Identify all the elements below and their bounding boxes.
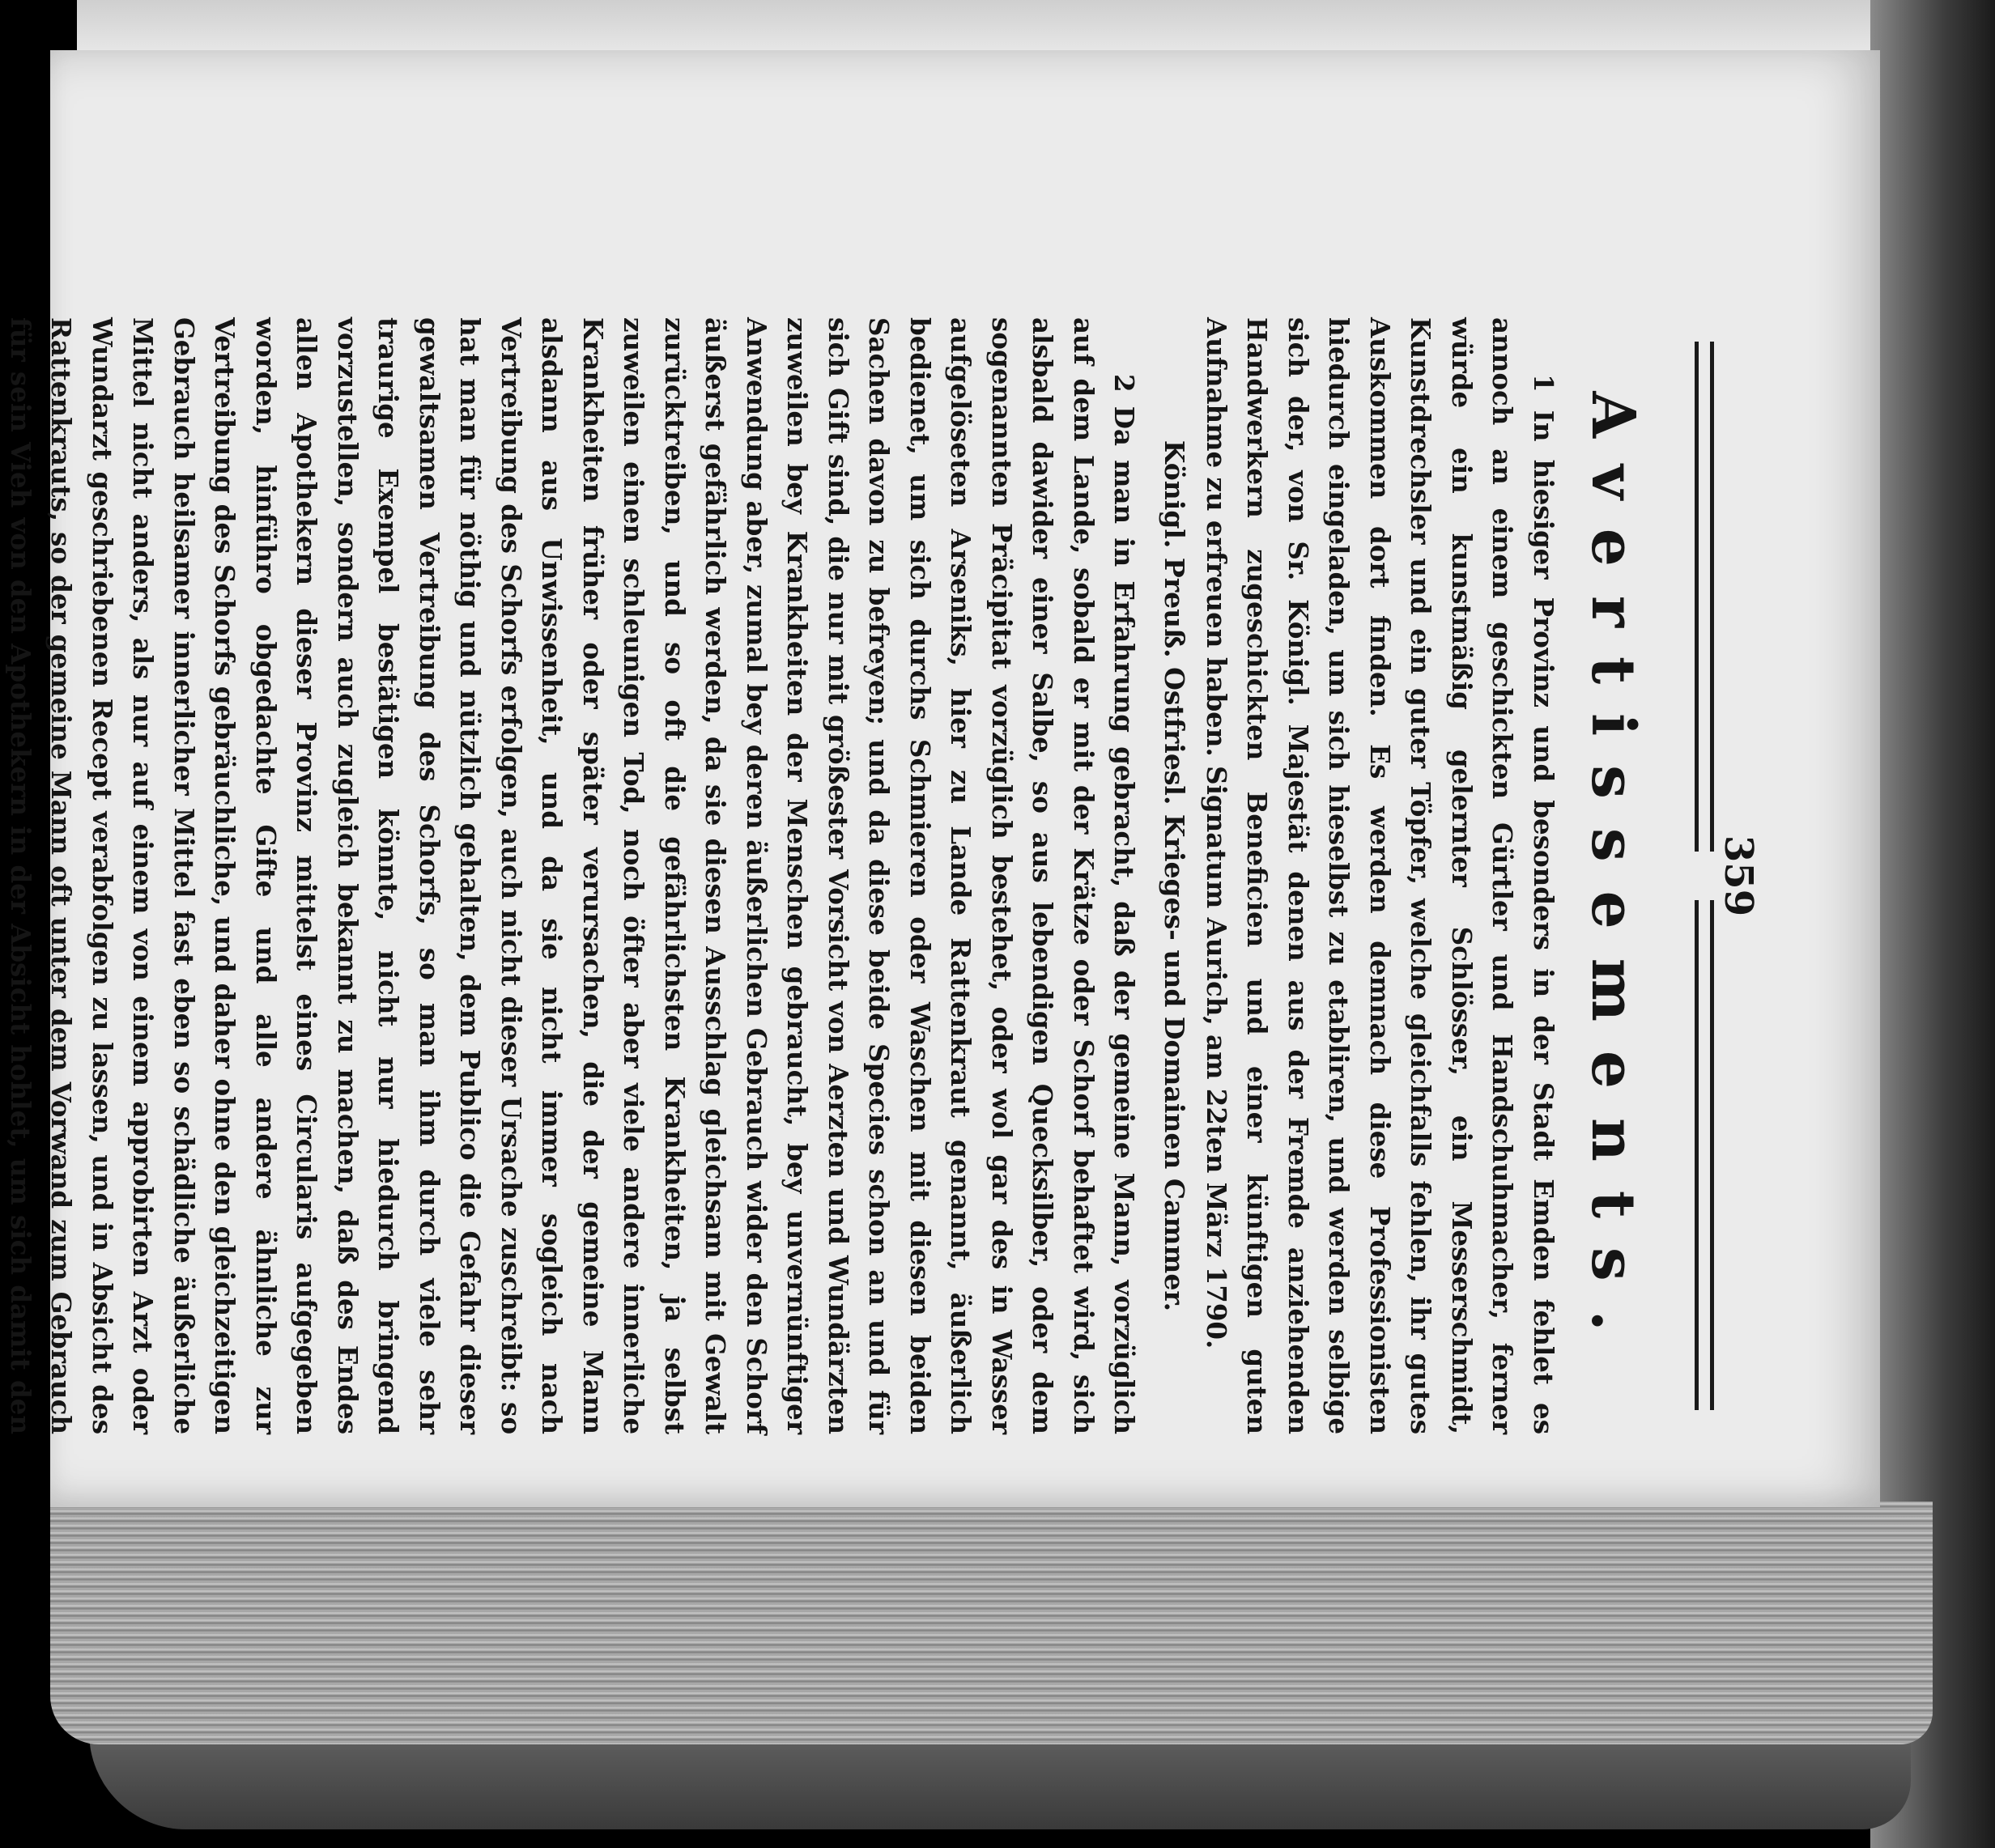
right-rule bbox=[1695, 900, 1714, 1410]
left-rule bbox=[1695, 342, 1714, 852]
signature: Königl. Preuß. Ostfriesl. Krieges- und Domainen Cammer. bbox=[1159, 440, 1191, 1312]
top-page-edge bbox=[77, 0, 1911, 57]
page-stack-edge bbox=[50, 1502, 1933, 1744]
page-number: 359 bbox=[1716, 819, 1761, 932]
paragraph-2: 2 Da man in Erfahrung gebracht, daß der gemeine Mann, vorzüglich auf dem Lande, sobald er mit der Krätze oder Schorf behaftet wird, sich alsbald dawider einer Salbe, so aus lebendigen Quecksilber, oder dem sogenannten Präcipitat vorzüglich bestehet, oder wol gar des in Wasser aufgelöseten Arseniks, hier zu Lande Rattenkraut genannt, äußerlich bedienet, um sich durchs Schmieren oder Waschen mit diesen beiden Sachen davon zu befreyen; und da diese beide Species schon an und für sich Gift sind, die nur mit größester Vorsicht von Aerzten und Wundärzten zuweilen bey Krankheiten der Menschen gebraucht, bey unvernünftiger Anwendung aber, zumal bey deren äußerlichen Gebrauch wider den Schorf äußerst gefährlich werden, da sie diesen Ausschlag gleichsam mit Gewalt zurücktreiben, und so oft die gefährlichsten Krankheiten, ja selbst zuweilen einen schleunigen Tod, noch öfter aber viele andere innerliche Krankheiten früher oder später verursachen, die der gemeine Mann alsdann aus Unwissenheit, und da sie nicht immer sogleich nach Vertreibung des Schorfs erfolgen, auch nicht dieser Ursache zuschreibt: so hat man für nöthig und nützlich gehalten, dem Publico die Gefahr dieser gewaltsamen Vertreibung des Schorfs, so man ihm durch viele sehr traurige Exempel bestätigen könnte, nicht nur hiedurch bringend vorzustellen, sondern auch zugleich bekannt zu machen, daß des Endes allen Apothekern dieser Provinz mittelst eines Circularis aufgegeben worden, hinführo obgedachte Gifte und alle andere ähnliche zur Vertreibung des Schorfs gebräuchliche, und daher ohne den gleichzeitigen Gebrauch heilsamer innerlicher Mittel fast eben so schädliche äußerliche Mittel nicht anders, als nur auf einem von einem approbirten Arzt oder Wundarzt geschriebenen Recept verabfolgen zu lassen, und in Absicht des Rattenkrauts, so der gemeine Mann oft unter dem Vorwand zum Gebrauch für sein Vieh von den Apothekern in der Absicht hohlet, um sich damit den bbox=[5, 317, 1141, 1434]
page-title: Avertissements. bbox=[1578, 391, 1648, 1361]
text-block bbox=[5, 317, 1761, 1434]
paragraph-1: 1 In hiesiger Provinz und besonders in der Stadt Emden fehlet es annoch an einem geschickten Gürtler und Handschuhmacher, ferner würde ein kunstmäßig gelernter Schlösser, ein Messerschmidt, Kunstdrechsler und ein guter Töpfer, welche gleichfalls fehlen, ihr gutes Auskommen dort finden. Es werden demnach diese Professionisten hiedurch eingeladen, um sich hieselbst zu etabliren, und werden selbige sich der, von Sr. Königl. Majestät denen aus der Fremde anziehenden Handwerkern zugeschickten Beneficien und einer künftigen guten Aufnahme zu erfreuen haben. Signatum Aurich, am 22ten März 1790. bbox=[1201, 317, 1559, 1434]
page-header bbox=[1656, 317, 1761, 1434]
